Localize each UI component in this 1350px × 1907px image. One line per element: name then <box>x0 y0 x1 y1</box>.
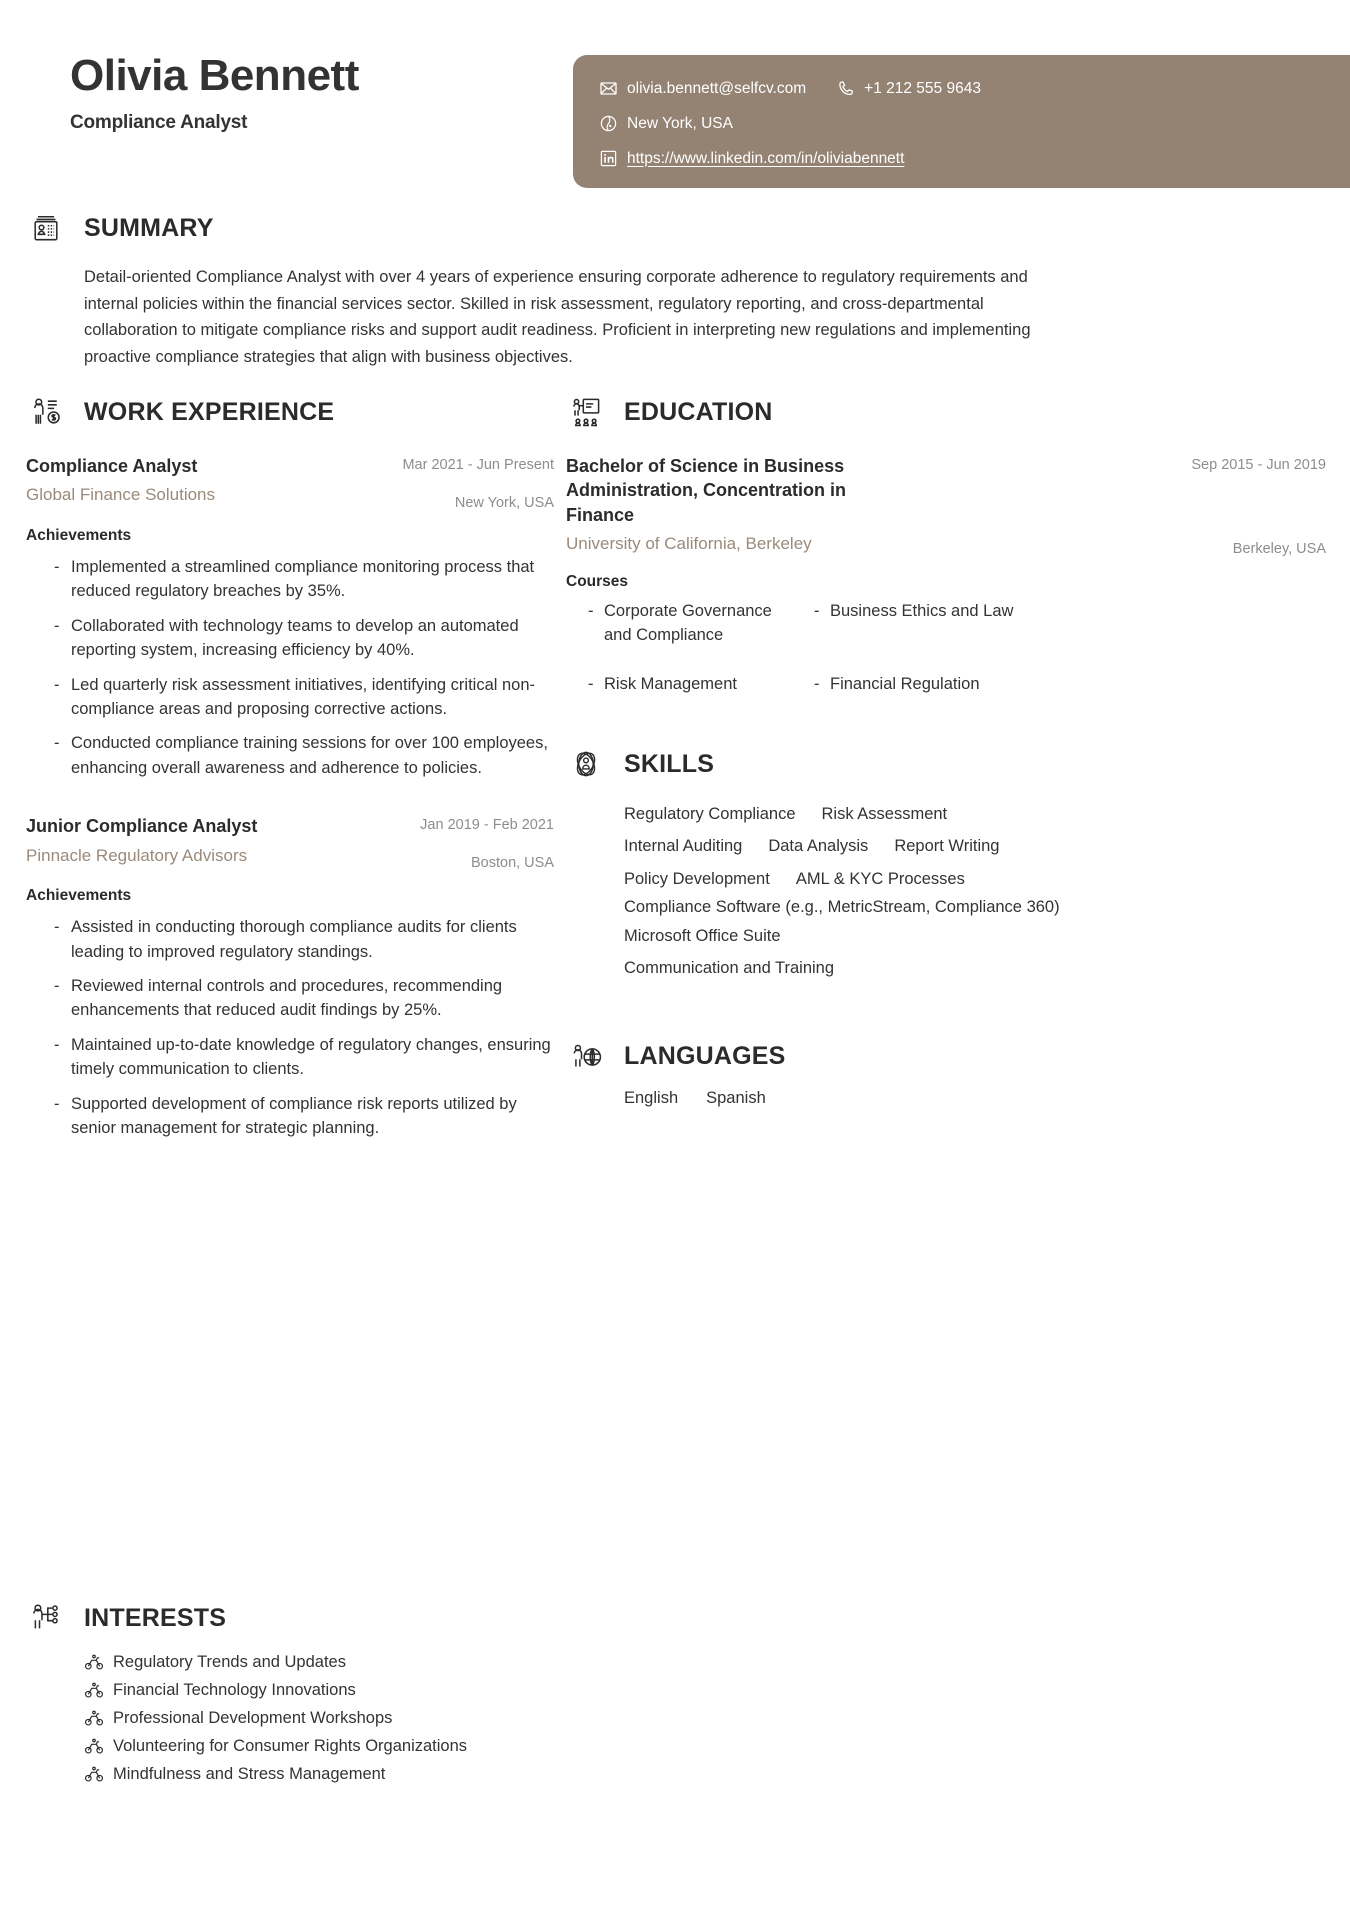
right-column <box>566 392 1326 1108</box>
languages-title: LANGUAGES <box>624 1042 786 1071</box>
interest-label: Regulatory Trends and Updates <box>113 1652 346 1671</box>
skill-item: Report Writing <box>894 837 1000 856</box>
education-entry-head <box>566 454 1326 557</box>
course-item: - Business Ethics and Law <box>814 599 1018 648</box>
list-item: - Maintained up-to-date knowledge of regulatory changes, ensuring timely communication to clients. <box>54 1033 554 1082</box>
skills-row <box>624 895 1094 921</box>
skills-row <box>624 952 1094 984</box>
skills-row <box>624 920 1094 952</box>
education-title: EDUCATION <box>624 397 773 426</box>
id-card-icon <box>26 208 66 248</box>
work-entry-sublabel: Achievements <box>26 527 132 544</box>
job-title: Compliance Analyst <box>70 112 248 134</box>
interest-label: Professional Development Workshops <box>113 1708 393 1727</box>
skill-item: Data Analysis <box>768 837 869 856</box>
work-entry-left <box>26 454 215 506</box>
summary-text: Detail-oriented Compliance Analyst with over 4 years of experience ensuring corporate adherence to regulatory requirements and internal policies within the financial services sector. Skilled in risk assessment, regulatory reporting, and cross-departmental collaboration to mitigate compliance risks and support audit readiness. Proficient in interpreting new regulations and implementing proactive compliance strategies that align with business objectives. <box>84 268 1031 367</box>
list-item <box>84 1680 726 1700</box>
skill-item: Policy Development <box>624 869 770 888</box>
classroom-icon <box>566 392 606 432</box>
education-entry <box>566 454 1326 696</box>
resume-header <box>0 0 1350 228</box>
course-item: - Risk Management <box>588 672 792 696</box>
work-experience-title: WORK EXPERIENCE <box>84 397 335 426</box>
work-experience-heading <box>26 392 554 432</box>
bicycle-icon <box>84 1652 104 1672</box>
work-entry-title: Compliance Analyst <box>26 456 198 476</box>
contact-band <box>573 55 1350 188</box>
list-item: - Conducted compliance training sessions for over 100 employees, enhancing overall awareness and adherence to policies. <box>54 731 554 780</box>
courses-grid <box>588 599 1018 696</box>
list-item <box>84 1736 726 1756</box>
list-item: - Reviewed internal controls and procedures, recommending enhancements that reduced audit findings by 25%. <box>54 974 554 1023</box>
list-item: - Collaborated with technology teams to develop an automated reporting system, increasing efficiency by 40%. <box>54 614 554 663</box>
list-item: - Assisted in conducting thorough compliance audits for clients leading to improved regulatory standings. <box>54 915 554 964</box>
work-entry-date: Mar 2021 - Jun Present <box>402 457 554 473</box>
list-item <box>84 1764 726 1784</box>
course-item: - Corporate Governance and Compliance <box>588 599 792 648</box>
phone-icon <box>836 79 855 98</box>
language-item: English <box>624 1088 679 1107</box>
contact-phone-text: +1 212 555 9643 <box>864 79 981 97</box>
work-entry-title: Junior Compliance Analyst <box>26 816 258 837</box>
contact-linkedin-text: https://www.linkedin.com/in/oliviabennett <box>627 149 905 167</box>
work-entry-left <box>26 814 257 866</box>
skills-list <box>624 798 1094 984</box>
work-entry-head <box>26 454 554 511</box>
education-school: University of California, Berkeley <box>566 533 812 553</box>
bicycle-icon <box>84 1708 104 1728</box>
education-location: Berkeley, USA <box>1232 541 1326 557</box>
skills-row <box>624 798 1094 830</box>
person-network-icon <box>26 1598 66 1638</box>
interests-heading <box>26 1598 726 1638</box>
name-block <box>70 52 359 134</box>
skills-section <box>566 744 1326 984</box>
person-globe-icon <box>566 1037 606 1077</box>
education-entry-left <box>566 454 866 555</box>
work-entry-organization: Global Finance Solutions <box>26 485 216 505</box>
interests-title: INTERESTS <box>84 1603 227 1632</box>
bicycle-icon <box>84 1764 104 1784</box>
work-entry-location: Boston, USA <box>470 855 554 872</box>
list-item <box>84 1652 726 1672</box>
languages-list <box>624 1089 1326 1108</box>
bicycle-icon <box>84 1736 104 1756</box>
contact-row-3 <box>599 149 1350 168</box>
linkedin-icon <box>599 149 618 168</box>
education-heading <box>566 392 1326 432</box>
summary-section <box>26 208 1031 371</box>
work-entry-head <box>26 814 554 871</box>
interest-label: Volunteering for Consumer Rights Organizations <box>113 1736 468 1755</box>
atom-person-icon <box>566 744 606 784</box>
contact-email[interactable] <box>599 79 806 98</box>
skill-item: Internal Auditing <box>624 837 743 856</box>
work-entry-location: New York, USA <box>454 495 554 511</box>
interest-label: Mindfulness and Stress Management <box>113 1764 386 1783</box>
skill-item: Microsoft Office Suite <box>624 927 781 946</box>
languages-heading <box>566 1037 1326 1077</box>
contact-location-text: New York, USA <box>627 114 733 132</box>
skills-row <box>624 863 1094 895</box>
list-item <box>84 1708 726 1728</box>
education-sublabel: Courses <box>566 573 629 590</box>
skills-row <box>624 830 1094 862</box>
work-entry-date: Jan 2019 - Feb 2021 <box>420 817 554 834</box>
globe-icon <box>599 114 618 133</box>
envelope-icon <box>599 79 618 98</box>
work-entry-bullets <box>54 915 554 1140</box>
list-item: - Led quarterly risk assessment initiatives, identifying critical non-compliance areas and proposing corrective actions. <box>54 673 554 722</box>
education-date: Sep 2015 - Jun 2019 <box>1191 457 1326 473</box>
skills-heading <box>566 744 1326 784</box>
page-title: Olivia Bennett <box>70 51 359 100</box>
work-entry-organization: Pinnacle Regulatory Advisors <box>26 845 248 865</box>
course-item: - Financial Regulation <box>814 672 1018 696</box>
education-entry-right <box>1191 454 1326 557</box>
work-entry-sublabel: Achievements <box>26 887 132 905</box>
skill-item: Regulatory Compliance <box>624 805 796 824</box>
contact-row-1 <box>599 79 1350 98</box>
work-entry-right <box>420 814 554 871</box>
left-column <box>26 392 554 1151</box>
skill-item: Risk Assessment <box>821 805 948 824</box>
interest-label: Financial Technology Innovations <box>113 1680 356 1699</box>
contact-phone[interactable] <box>836 79 981 98</box>
skill-item: Compliance Software (e.g., MetricStream, Compliance 360) <box>624 897 1060 916</box>
summary-title: SUMMARY <box>84 213 214 242</box>
contact-location <box>599 114 733 133</box>
contact-row-2 <box>599 114 1350 133</box>
summary-heading <box>26 208 1026 248</box>
bicycle-icon <box>84 1680 104 1700</box>
work-entry <box>26 454 554 780</box>
interests-list <box>84 1652 726 1784</box>
skill-item: Communication and Training <box>624 959 835 978</box>
interests-section <box>26 1598 726 1792</box>
education-degree: Bachelor of Science in Business Administration, Concentration in Finance <box>566 456 847 525</box>
list-item: - Implemented a streamlined compliance monitoring process that reduced regulatory breaches by 35%. <box>54 555 554 604</box>
work-entry <box>26 814 554 1140</box>
list-item: - Supported development of compliance risk reports utilized by senior management for strategic planning. <box>54 1092 554 1141</box>
work-entry-right <box>402 454 554 511</box>
contact-email-text: olivia.bennett@selfcv.com <box>627 79 807 97</box>
skill-item: AML & KYC Processes <box>795 869 965 888</box>
work-entry-bullets <box>54 555 554 780</box>
person-salary-icon <box>26 392 66 432</box>
contact-linkedin[interactable] <box>599 149 904 168</box>
languages-section <box>566 1037 1326 1108</box>
skills-title: SKILLS <box>624 749 715 778</box>
language-item: Spanish <box>706 1088 766 1107</box>
